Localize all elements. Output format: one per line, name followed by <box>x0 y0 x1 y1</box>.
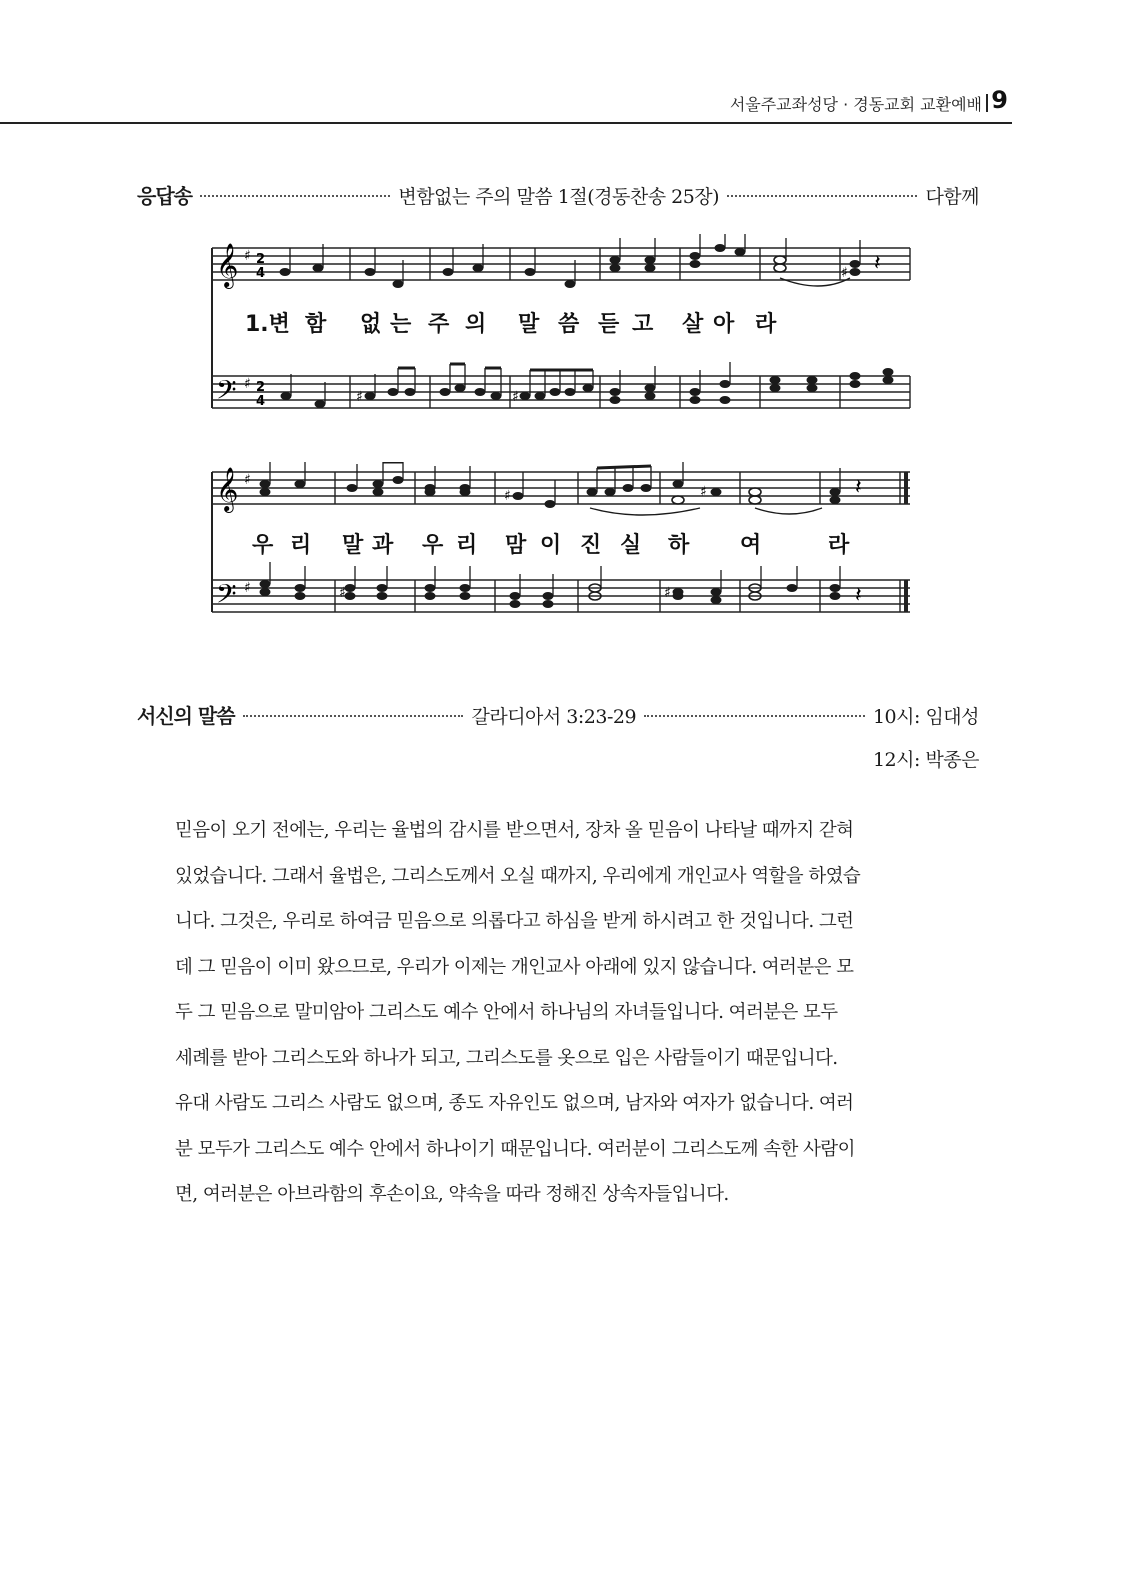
quarter-rest-icon: 𝄽 <box>874 251 881 276</box>
scripture-line: 믿음이 오기 전에는, 우리는 율법의 감시를 받으면서, 장차 올 믿음이 나타날 때까지 갇혀 <box>175 820 854 841</box>
lyric-syllable: 이 <box>540 533 562 558</box>
reader-10am: 10시: 임대성 <box>872 706 980 728</box>
response-song-performer: 다함께 <box>925 186 979 208</box>
quarter-rest-icon: 𝄽 <box>855 475 862 500</box>
lyric-syllable: 맘 <box>505 533 527 558</box>
response-song-row <box>137 180 979 216</box>
key-signature-sharp-icon: ♯ <box>244 472 251 488</box>
quarter-rest-icon: 𝄽 <box>855 583 862 608</box>
lyric-syllable: 아 <box>713 312 735 337</box>
epistle-reading-row <box>137 700 979 736</box>
svg-text:♯: ♯ <box>356 389 363 405</box>
key-signature-sharp-icon: ♯ <box>244 580 251 596</box>
lyric-syllable: 리 <box>456 533 478 558</box>
final-barline-icon <box>900 472 906 612</box>
leader-dots <box>200 195 390 197</box>
bass-staff-2 <box>212 580 910 612</box>
leader-dots <box>644 715 865 717</box>
svg-text:2: 2 <box>256 252 266 267</box>
leader-dots <box>243 715 464 717</box>
scripture-line: 데 그 믿음이 이미 왔으므로, 우리가 이제는 개인교사 아래에 있지 않습니다. 여러분은 모 <box>175 956 854 978</box>
lyrics-line-2 <box>252 532 850 558</box>
lyric-syllable: 진 <box>580 533 602 558</box>
lyric-syllable: 라 <box>755 312 777 337</box>
treble-staff-2 <box>212 472 910 504</box>
scripture-line: 면, 여러분은 아브라함의 후손이요, 약속을 따라 정해진 상속자들입니다. <box>175 1184 729 1205</box>
lyric-syllable: 리 <box>290 533 312 558</box>
bass-clef-icon: 𝄢 <box>216 374 237 412</box>
treble-clef-icon: 𝄞 <box>216 243 239 287</box>
key-signature-sharp-icon: ♯ <box>244 248 251 264</box>
bass-notes-1 <box>281 368 894 408</box>
lyric-syllable: 살 <box>682 312 704 337</box>
treble-stems-2 <box>270 462 840 504</box>
epistle-passage: 갈라디아서 3:23-29 <box>471 706 637 728</box>
svg-text:4: 4 <box>256 394 266 409</box>
running-title: 서울주교좌성당 · 경동교회 교환예배 <box>729 95 982 114</box>
lyric-syllable: 고 <box>632 312 654 337</box>
header-divider <box>986 94 988 112</box>
running-header <box>0 82 1012 124</box>
response-song-label: 응답송 <box>137 184 192 208</box>
lyrics-line-1 <box>245 311 777 337</box>
lyric-syllable: 1.변 <box>245 312 290 337</box>
lyric-syllable: 없 <box>360 312 382 337</box>
treble-clef-icon: 𝄞 <box>216 467 239 511</box>
lyric-syllable: 함 <box>305 312 327 337</box>
lyric-syllable: 실 <box>620 533 642 558</box>
lyric-syllable: 과 <box>372 533 394 558</box>
scripture-text <box>175 808 950 1218</box>
bass-stems-2 <box>270 562 840 596</box>
svg-text:♯: ♯ <box>339 585 346 601</box>
lyric-syllable: 주 <box>428 312 450 337</box>
lyric-syllable: 의 <box>465 312 487 337</box>
lyric-syllable: 는 <box>390 312 412 337</box>
lyric-syllable: 라 <box>828 533 850 558</box>
lyric-syllable: 우 <box>422 533 444 558</box>
key-signature-sharp-icon: ♯ <box>244 376 251 392</box>
svg-text:2: 2 <box>256 380 266 395</box>
scripture-line: 분 모두가 그리스도 예수 안에서 하나이기 때문입니다. 여러분이 그리스도께 속한 사람이 <box>175 1138 855 1160</box>
lyric-syllable: 말 <box>518 312 540 337</box>
tie-icon <box>755 508 822 514</box>
treble-notes-1 <box>280 244 861 288</box>
treble-beams-2 <box>383 462 651 468</box>
svg-text:♯: ♯ <box>512 389 519 405</box>
bass-clef-icon: 𝄢 <box>216 578 237 616</box>
scripture-line: 세례를 받아 그리스도와 하나가 되고, 그리스도를 옷으로 입은 사람들이기 때문입니다. <box>175 1047 838 1069</box>
lyric-syllable: 하 <box>668 533 690 558</box>
scripture-line: 니다. 그것은, 우리로 하여금 믿음으로 의롭다고 하심을 받게 하시려고 한 것입니다. 그런 <box>175 911 854 932</box>
lyric-syllable: 씀 <box>558 312 580 337</box>
svg-text:♯: ♯ <box>664 585 671 601</box>
sharp-accidental-icon: ♯ <box>841 265 848 281</box>
tie-icon <box>590 508 700 515</box>
svg-text:4: 4 <box>256 266 266 281</box>
page-number: 9 <box>991 86 1008 114</box>
epistle-reading-label: 서신의 말씀 <box>137 704 235 728</box>
lyric-syllable: 말 <box>342 533 364 558</box>
music-system-2 <box>200 462 920 632</box>
reader-12pm: 12시: 박종은 <box>872 749 979 771</box>
scripture-line: 있었습니다. 그래서 율법은, 그리스도께서 오실 때까지, 우리에게 개인교사 역할을 하였습 <box>175 865 861 887</box>
scripture-line: 두 그 믿음으로 말미암아 그리스도 예수 안에서 하나님의 자녀들입니다. 여러분은 모두 <box>175 1002 838 1023</box>
sharp-accidental-icon: ♯ <box>504 488 511 504</box>
lyric-syllable: 우 <box>252 533 274 558</box>
leader-dots <box>727 195 917 197</box>
bass-beams-1 <box>398 364 593 370</box>
lyric-syllable: 듣 <box>598 312 620 337</box>
lyric-syllable: 여 <box>740 533 762 558</box>
scripture-line: 유대 사람도 그리스 사람도 없으며, 종도 자유인도 없으며, 남자와 여자가 없습니다. 여러 <box>175 1093 854 1114</box>
sharp-accidental-icon: ♯ <box>700 484 707 500</box>
treble-staff-1 <box>212 248 910 280</box>
music-system-1 <box>200 234 920 434</box>
response-song-title: 변함없는 주의 말씀 1절(경동찬송 25장) <box>398 186 720 208</box>
